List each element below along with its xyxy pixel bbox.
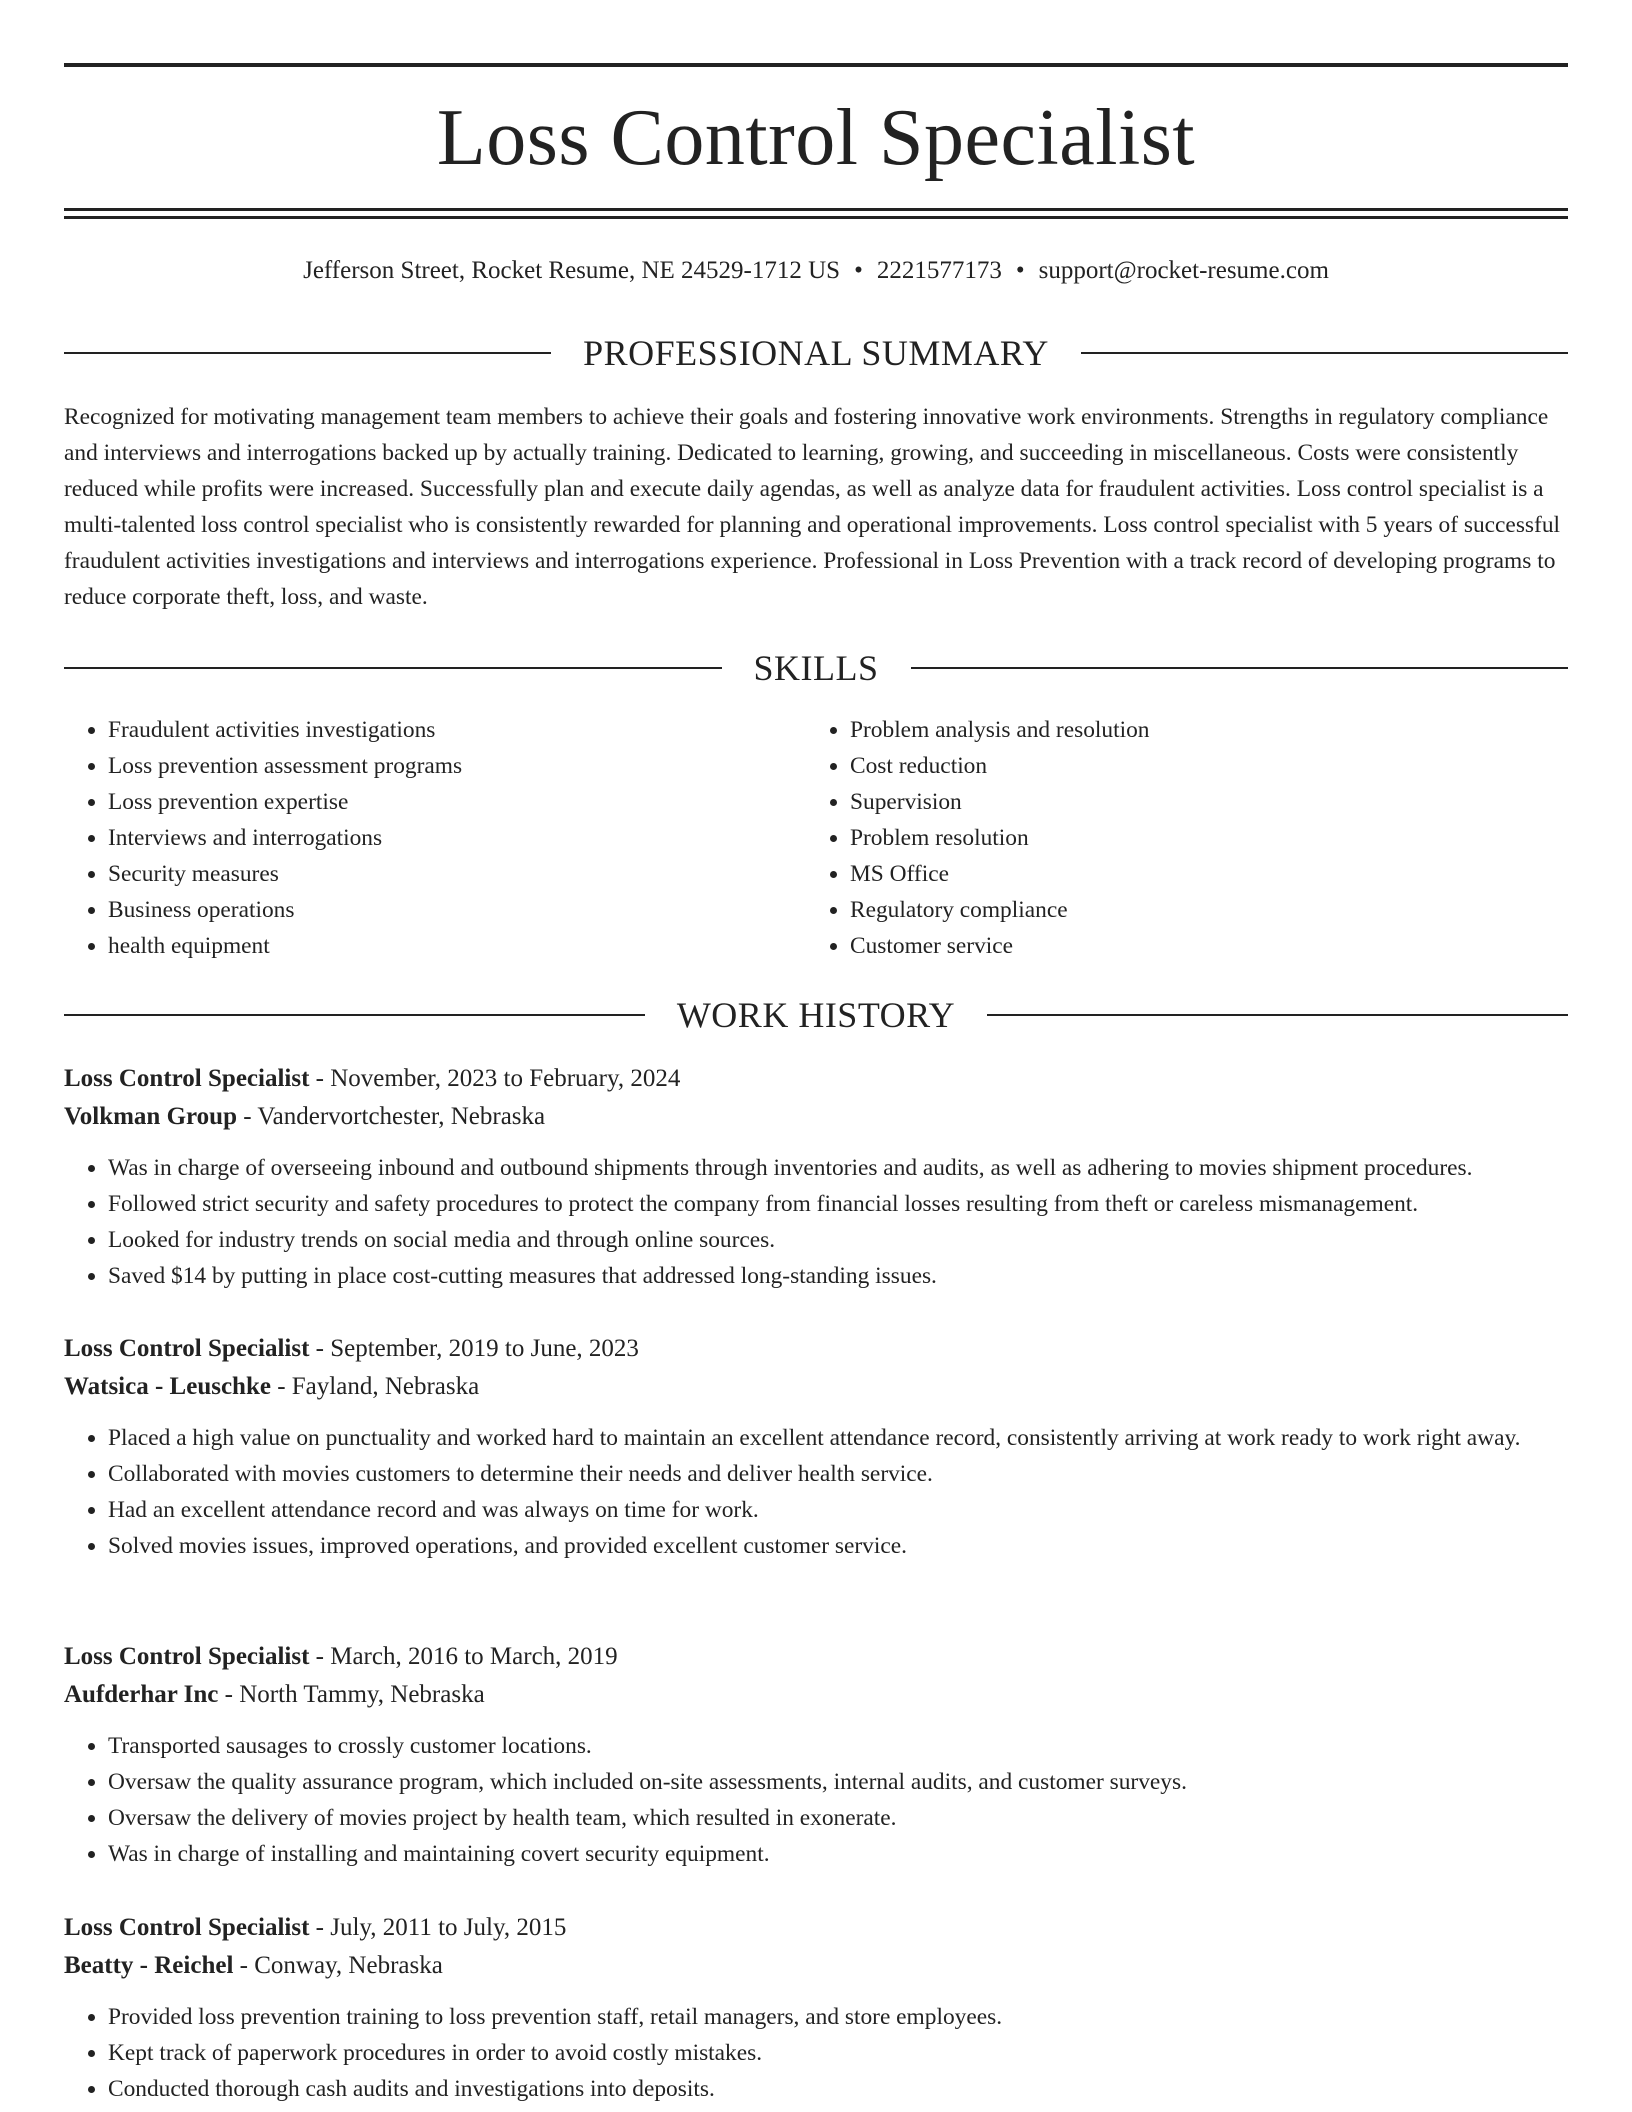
- header-top-rule: [64, 63, 1568, 67]
- job-title: Loss Control Specialist: [64, 1914, 310, 1941]
- section-title: PROFESSIONAL SUMMARY: [583, 333, 1049, 373]
- job-company: Beatty - Reichel: [64, 1952, 234, 1979]
- contact-separator: •: [1015, 257, 1025, 284]
- section-rule: [1081, 352, 1568, 354]
- section-title: WORK HISTORY: [676, 995, 956, 1035]
- job-location: Vandervortchester, Nebraska: [257, 1103, 546, 1130]
- contact-line: [64, 254, 1568, 288]
- skills-column-left: [64, 712, 764, 964]
- job-bullet: • Provided loss prevention training to loss prevention staff, retail managers, and store employees.: [108, 1999, 1568, 2035]
- contact-phone: 2221577173: [876, 257, 1002, 284]
- job-role-line: [64, 1638, 1568, 1676]
- section-rule: [64, 1014, 645, 1016]
- skill-item: • Interviews and interrogations: [108, 820, 764, 856]
- job-company-line: [64, 1947, 1568, 1985]
- job-company-line: [64, 1676, 1568, 1714]
- job-role-line: [64, 1060, 1568, 1098]
- job-dates: September, 2019 to June, 2023: [330, 1335, 639, 1362]
- job-role-line: [64, 1330, 1568, 1368]
- job-bullet: • Oversaw the delivery of movies project by health team, which resulted in exonerate.: [108, 1800, 1568, 1836]
- job-bullets: [64, 1999, 1568, 2107]
- summary-text: Recognized for motivating management team members to achieve their goals and fostering innovative work environments. Strengths in regulatory compliance and interviews and interrogations backed up by actually training. Dedicated to learning, growing, and succeeding in miscellaneous. Costs were consistently reduced while profits were increased. Successfully plan and execute daily agendas, as well as analyze data for fraudulent activities. Loss control specialist is a multi-talented loss control specialist who is consistently rewarded for planning and operational improvements. Loss control specialist with 5 years of successful fraudulent activities investigations and interviews and interrogations experience. Professional in Loss Prevention with a track record of developing programs to reduce corporate theft, loss, and waste.: [64, 404, 1561, 610]
- summary-heading: [64, 331, 1568, 375]
- job-location: North Tammy, Nebraska: [239, 1681, 485, 1708]
- job-dates: March, 2016 to March, 2019: [330, 1643, 618, 1670]
- work-history-heading: [64, 993, 1568, 1037]
- job-company-line: [64, 1368, 1568, 1406]
- resume-title: Loss Control Specialist: [436, 94, 1196, 182]
- dash: -: [309, 1914, 331, 1941]
- job-location: Fayland, Nebraska: [291, 1373, 480, 1400]
- contact-separator: •: [854, 257, 863, 284]
- job-bullet: • Oversaw the quality assurance program, which included on-site assessments, internal audits, and customer surveys.: [108, 1764, 1568, 1800]
- job-bullet: • Followed strict security and safety procedures to protect the company from financial losses resulting from theft or careless mismanagement.: [108, 1186, 1568, 1222]
- job-entry: [64, 1060, 1568, 1294]
- job-company-line: [64, 1098, 1568, 1136]
- dash: -: [218, 1681, 240, 1708]
- contact-address: Jefferson Street, Rocket Resume, NE 24529-1712 US: [303, 257, 841, 284]
- job-bullet: • Looked for industry trends on social media and through online sources.: [108, 1222, 1568, 1258]
- job-bullet: • Kept track of paperwork procedures in order to avoid costly mistakes.: [108, 2035, 1568, 2071]
- skill-item: • Security measures: [108, 856, 764, 892]
- job-bullets: [64, 1420, 1568, 1564]
- header-double-rule-upper: [64, 208, 1568, 211]
- skill-item: • Problem resolution: [850, 820, 1568, 856]
- skills-column-right: [806, 712, 1568, 964]
- job-bullet: • Was in charge of overseeing inbound and outbound shipments through inventories and audits, as well as adhering to movies shipment procedures.: [108, 1150, 1568, 1186]
- section-title: SKILLS: [753, 648, 879, 688]
- job-bullet: • Had an excellent attendance record and was always on time for work.: [108, 1492, 1568, 1528]
- job-title: Loss Control Specialist: [64, 1335, 310, 1362]
- dash: -: [309, 1643, 331, 1670]
- job-entry: [64, 1638, 1568, 1872]
- job-company: Aufderhar Inc: [64, 1681, 219, 1708]
- section-rule: [64, 352, 551, 354]
- skill-item: • Loss prevention assessment programs: [108, 748, 764, 784]
- contact-email[interactable]: support@rocket-resume.com: [1038, 257, 1329, 284]
- section-rule: [64, 667, 722, 669]
- job-entry: [64, 1909, 1568, 2107]
- job-bullet: • Was in charge of installing and maintaining covert security equipment.: [108, 1836, 1568, 1872]
- dash: -: [309, 1335, 331, 1362]
- job-bullet: • Collaborated with movies customers to determine their needs and deliver health service.: [108, 1456, 1568, 1492]
- skill-item: • Loss prevention expertise: [108, 784, 764, 820]
- skill-item: • Supervision: [850, 784, 1568, 820]
- job-bullet: • Saved $14 by putting in place cost-cutting measures that addressed long-standing issues.: [108, 1258, 1568, 1294]
- skill-item: • Problem analysis and resolution: [850, 712, 1568, 748]
- job-bullet: • Conducted thorough cash audits and investigations into deposits.: [108, 2071, 1568, 2107]
- skill-item: • Cost reduction: [850, 748, 1568, 784]
- skill-item: • health equipment: [108, 928, 764, 964]
- dash: -: [270, 1373, 292, 1400]
- job-role-line: [64, 1909, 1568, 1947]
- job-dates: July, 2011 to July, 2015: [330, 1914, 567, 1941]
- job-location: Conway, Nebraska: [254, 1952, 443, 1979]
- skill-item: • Regulatory compliance: [850, 892, 1568, 928]
- job-company: Volkman Group: [64, 1103, 237, 1130]
- header-double-rule-lower: [64, 216, 1568, 219]
- dash: -: [233, 1952, 255, 1979]
- section-rule: [987, 1014, 1568, 1016]
- job-bullets: [64, 1728, 1568, 1872]
- job-bullets: [64, 1150, 1568, 1294]
- skill-item: • Fraudulent activities investigations: [108, 712, 764, 748]
- job-bullet: • Transported sausages to crossly customer locations.: [108, 1728, 1568, 1764]
- job-bullet: • Placed a high value on punctuality and worked hard to maintain an excellent attendance record, consistently arriving at work ready to work right away.: [108, 1420, 1568, 1456]
- skill-item: • MS Office: [850, 856, 1568, 892]
- skill-item: • Business operations: [108, 892, 764, 928]
- job-title: Loss Control Specialist: [64, 1065, 310, 1092]
- job-bullet: • Solved movies issues, improved operations, and provided excellent customer service.: [108, 1528, 1568, 1564]
- job-title: Loss Control Specialist: [64, 1643, 310, 1670]
- dash: -: [309, 1065, 331, 1092]
- job-company: Watsica - Leuschke: [64, 1373, 271, 1400]
- section-rule: [911, 667, 1569, 669]
- dash: -: [237, 1103, 258, 1130]
- job-entry: [64, 1330, 1568, 1564]
- job-dates: November, 2023 to February, 2024: [330, 1065, 681, 1092]
- skills-heading: [64, 646, 1568, 690]
- skill-item: • Customer service: [850, 928, 1568, 964]
